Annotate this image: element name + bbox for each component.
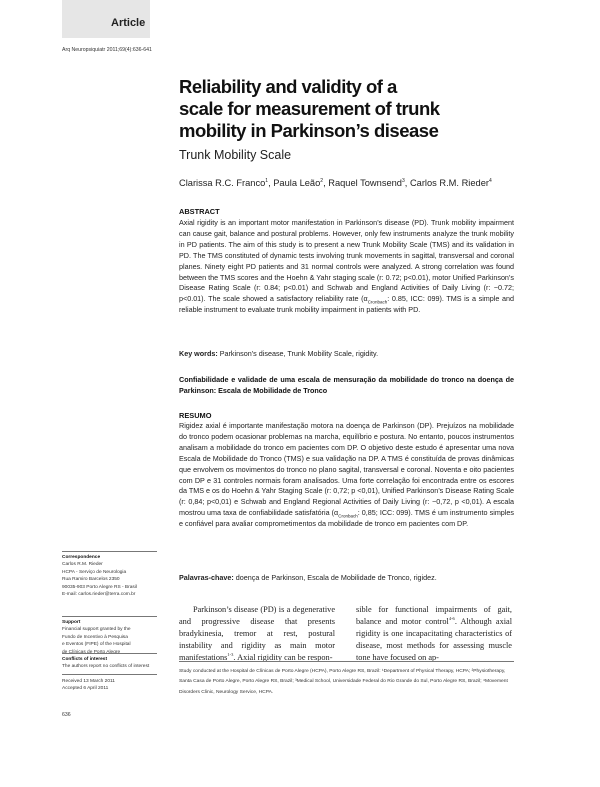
alpha-subscript: Cronbach xyxy=(367,299,388,305)
section-label: Article xyxy=(111,17,146,29)
abstract-heading: ABSTRACT xyxy=(179,207,220,216)
received-date: Received 13 March 2011 xyxy=(62,679,115,684)
correspondence-line: Carlos R.M. Rieder xyxy=(62,562,103,568)
journal-citation: Arq Neuropsiquiatr 2011;69(4):636-641 xyxy=(62,47,152,53)
body-paragraph xyxy=(179,604,335,664)
resumo-text xyxy=(179,421,514,530)
palavras-chave xyxy=(179,573,514,584)
abstract-body: Axial rigidity is an important motor manifestation in Parkinson’s disease (PD). Trunk mobility impairment can cause gait, balance and postural problems. However, only few instruments analyze the trunk mobility in PD patients. The aim of this study is to present a new Trunk Mobility Scale (TMS) and its validation in PD. The TMS constituted of dynamic tests involving trunk movements in sagittal, transversal and coronal planes. Ninety eight PD patients and 31 normal controls were analyzed. A strong correlation was found between the TMS scores and the Hoehn & Yahr staging scale (r: 0.72; p<0.01), motor Unified Parkinson’s Disease Rating Scale (r: 0.84; p<0.01) and Schwab and England Activities of Daily Living (r: −0.72; p<0.01). The scale showed a satisfactory reliability rate (α xyxy=(179,218,514,304)
palavras-chave-label: Palavras-chave: xyxy=(179,573,234,582)
keywords-text: Parkinson’s disease, Trunk Mobility Scale, rigidity. xyxy=(219,349,379,358)
resumo-heading: RESUMO xyxy=(179,411,212,420)
conflicts-heading: Conflicts of interest xyxy=(62,657,108,662)
resumo-body-end: : 0,85; ICC: 099). TMS é um instrumento simples e confiável para avaliar comprometimentos da mobilidade de tronco em pacientes com DP. xyxy=(179,508,514,529)
support-line: Financial support granted by the xyxy=(62,627,131,633)
author-affiliation: 2 xyxy=(320,177,324,184)
conflicts-block xyxy=(62,656,157,671)
article-section-tab xyxy=(62,0,150,38)
palavras-chave-text: doença de Parkinson, Escala de Mobilidade de Tronco, rigidez. xyxy=(235,573,437,582)
body-text: . Axial rigidity can be respon- xyxy=(233,653,333,663)
dates-block xyxy=(62,678,157,693)
support-heading: Support xyxy=(62,620,81,625)
keywords xyxy=(179,349,514,360)
author-name: Clarissa R.C. Franco xyxy=(179,178,266,188)
affiliation-footnote: Study conducted at the Hospital de Clínicas de Porto Alegre (HCPA), Porto Alegre RS, Brazil: ¹Department of Physical Therapy, HCPA; ²Physiotherapy, Santa Casa de Porto Alegre, Porto Alegre RS, Brazil; ³Medical School, Universidade Federal do Rio Grande do Sul, Porto Alegre RS, Brazil; ⁴Movement Disorders Clinic, Neurology Service, HCPA. xyxy=(179,669,508,695)
body-text: Parkinson’s disease (PD) is a degenerative and progressive disease that presents bradykinesia, tremor at rest, postural instability and rigidity as main motor manifestations xyxy=(179,605,335,663)
portuguese-title: Confiabilidade e validade de uma escala de mensuração da mobilidade do tronco na doença de Parkinson: Escala de Mobilidade de Tronco xyxy=(179,375,514,395)
author-affiliation: 1 xyxy=(265,177,269,184)
title-line: scale for measurement of trunk xyxy=(179,98,440,119)
sidebar-divider xyxy=(62,616,157,617)
sidebar-divider xyxy=(62,653,157,654)
sidebar-divider xyxy=(62,674,157,675)
title-line: mobility in Parkinson’s disease xyxy=(179,120,439,141)
correspondence-block xyxy=(62,554,157,598)
support-line: Fundo de Incentivo à Pesquisa xyxy=(62,634,128,640)
title-line: Reliability and validity of a xyxy=(179,76,397,97)
article-subtitle: Trunk Mobility Scale xyxy=(179,148,292,162)
sidebar-divider xyxy=(62,551,157,552)
author-name: Carlos R.M. Rieder xyxy=(409,178,489,188)
body-column-left xyxy=(179,604,335,664)
body-text: sible for functional impairments of gait, balance and motor control xyxy=(356,605,512,627)
support-line: e Eventos (FIPE) of the Hospital xyxy=(62,642,131,648)
body-text: . Although axial rigidity is one incapacitating characteristics of disease, most methods for assessing muscle tone have focused on ap- xyxy=(356,617,513,663)
correspondence-line: Rua Ramiro Barcelos 2350 xyxy=(62,577,120,583)
article-title xyxy=(179,76,509,142)
alpha-subscript: Cronbach xyxy=(338,513,358,519)
keywords-label: Key words: xyxy=(179,349,218,358)
page-number: 636 xyxy=(62,712,71,718)
author-list: Clarissa R.C. Franco$^1$, Paula Leão$^2$, Raquel Townsend$^3$, Carlos R.M. Rieder$^4$ xyxy=(179,177,492,188)
abstract-text xyxy=(179,218,514,316)
author-affiliation: 3 xyxy=(401,177,405,184)
support-line: de Clínicas de Porto Alegre xyxy=(62,649,121,655)
abstract-body-end: : 0.85, ICC: 099). TMS is a simple and reliable instrument to evaluate trunk mobility impairment in patients with PD. xyxy=(179,294,514,315)
correspondence-heading: Correspondence xyxy=(62,555,101,560)
reference-marker: 1-3 xyxy=(227,652,234,658)
accepted-date: Accepted 6 April 2011 xyxy=(62,686,109,692)
author-name: Raquel Townsend xyxy=(328,178,402,188)
resumo-body: Rigidez axial é importante manifestação motora na doença de Parkinson (DP). Prejuízos na mobilidade do tronco podem ocasionar problemas na marcha, equilíbrio e postura. No entanto, poucos instrumentos analisam a mobilidade do tronco em pacientes com DP. O objetivo deste estudo é apresentar uma nova Escala de Mobilidade do Tronco (TMS) e sua validação na DP. A TMS é constituída de provas dinâmicas que envolvem os movimentos do tronco no plano sagital, transversal e coronal. Noventa e oito pacientes com DP e 31 controles normais foram analisados. Uma forte correlação foi encontrada entre os escores da TMS e os do Hoehn & Yahr Staging Scale (r: 0,72; p <0,01), Unified Parkinson’s Disease Rating Scale (r: 0,84; p<0,01) e Schwab and England Regional Activities of Daily Living (r: −0,72, p <0,01). A escala mostrou uma taxa de confiabilidade satisfatória (α xyxy=(179,421,514,518)
author-affiliation: 4 xyxy=(488,177,492,184)
correspondence-line: 90035-903 Porto Alegre RS - Brasil xyxy=(62,584,137,590)
correspondence-line: HCPA - Serviço de Neurologia xyxy=(62,569,127,575)
support-block xyxy=(62,619,157,656)
author-name: Paula Leão xyxy=(273,178,321,188)
body-column-right xyxy=(356,604,512,664)
footnote-divider xyxy=(179,661,514,662)
correspondence-email: E-mail: carlos.rieder@terra.com.br xyxy=(62,592,136,598)
conflicts-text: The authors report no conflicts of interest xyxy=(62,664,150,670)
reference-marker: 4-6 xyxy=(448,616,455,622)
